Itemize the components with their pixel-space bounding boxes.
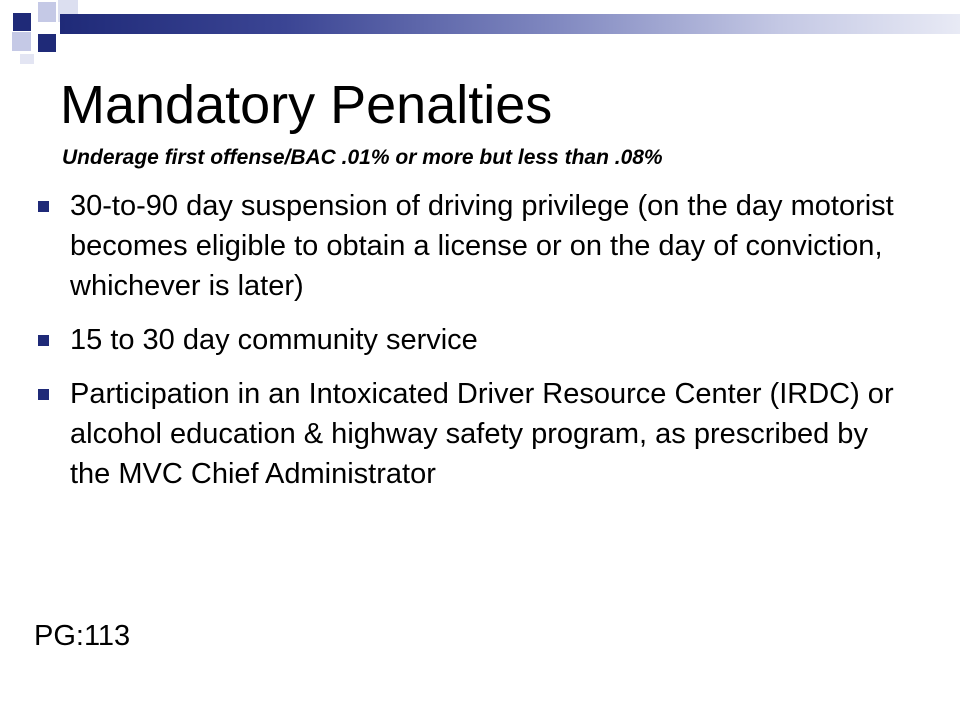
square-bullet-icon xyxy=(38,201,49,212)
square-bullet-icon xyxy=(38,389,49,400)
header-gradient-bar xyxy=(60,14,960,34)
decorative-square xyxy=(20,54,34,64)
slide-title: Mandatory Penalties xyxy=(60,75,553,135)
bullet-text: 30-to-90 day suspension of driving privilege (on the day motorist becomes eligible to obtain a license or on the day of conviction, whichever is later) xyxy=(70,190,894,302)
bullet-text: Participation in an Intoxicated Driver Resource Center (IRDC) or alcohol education & highway safety program, as prescribed by the MVC Chief Administrator xyxy=(70,378,894,490)
bullet-item xyxy=(34,320,914,360)
bullet-item xyxy=(34,374,914,494)
slide-subtitle: Underage first offense/BAC .01% or more but less than .08% xyxy=(62,146,663,169)
page-reference: PG:113 xyxy=(34,620,131,652)
decorative-square xyxy=(12,32,31,51)
square-bullet-icon xyxy=(38,335,49,346)
decorative-square xyxy=(38,34,56,52)
decorative-square xyxy=(38,2,56,22)
bullet-text: 15 to 30 day community service xyxy=(70,324,478,356)
decorative-square xyxy=(13,13,31,31)
bullet-item xyxy=(34,186,914,306)
bullet-list xyxy=(34,186,914,508)
